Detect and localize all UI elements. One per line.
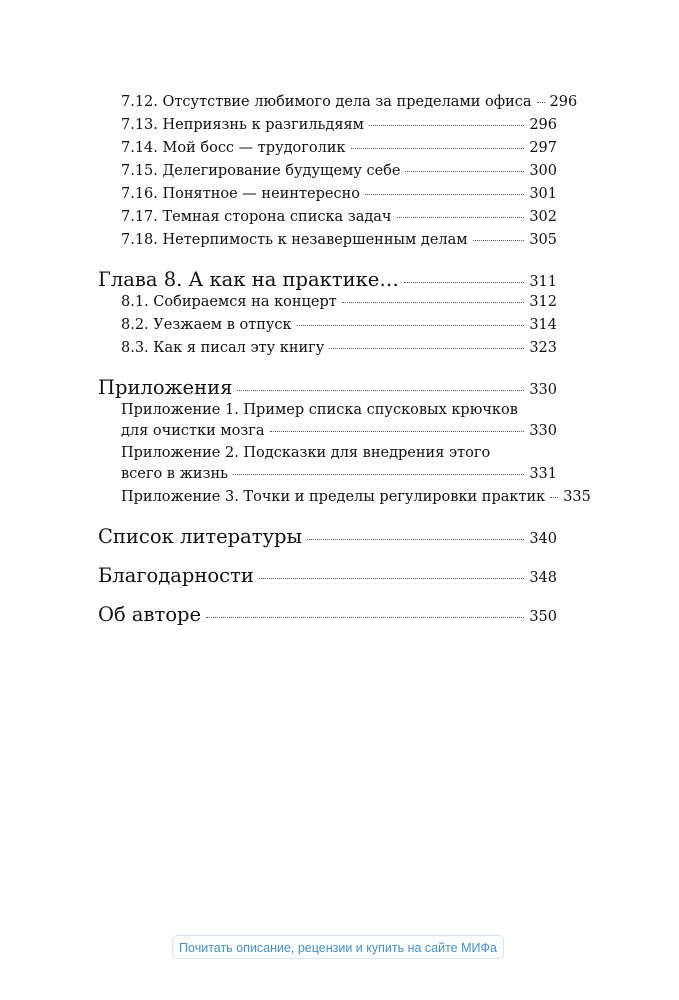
toc-bibliography — [98, 525, 557, 548]
toc-appendix-2 — [121, 466, 557, 482]
toc-entry-page: 331 — [529, 466, 557, 482]
dot-leader — [351, 148, 525, 149]
toc-entry-page: 297 — [529, 140, 557, 156]
toc-chapter-title: Приложения — [98, 376, 233, 399]
dot-leader — [329, 348, 524, 349]
toc-entry-8-1 — [121, 294, 557, 310]
dot-leader — [473, 240, 525, 241]
toc-chapter-8 — [98, 268, 557, 291]
toc-entry-page: 330 — [529, 423, 557, 439]
toc-entry-7-15 — [121, 163, 557, 179]
toc-chapter-page: 350 — [529, 609, 557, 625]
toc-chapter-page: 311 — [529, 274, 557, 290]
dot-leader — [233, 474, 524, 475]
toc-entry-page: 300 — [529, 163, 557, 179]
toc-entry-page: 301 — [529, 186, 557, 202]
toc-entry-page: 302 — [529, 209, 557, 225]
toc-entry-title: 7.18. Нетерпимость к незавершенным делам — [121, 232, 468, 248]
toc-acknowledgements — [98, 564, 557, 587]
dot-leader — [297, 325, 525, 326]
publisher-site-link[interactable]: Почитать описание, рецензии и купить на сайте МИФа — [172, 935, 504, 959]
toc-entry-title: 7.12. Отсутствие любимого дела за пределами офиса — [121, 94, 532, 110]
toc-chapter-title: Благодарности — [98, 564, 254, 587]
toc-entry-7-16 — [121, 186, 557, 202]
toc-entry-title: всего в жизнь — [121, 466, 229, 482]
toc-appendix-3 — [121, 489, 591, 505]
toc-entry-page: 305 — [529, 232, 557, 248]
dot-leader — [405, 171, 524, 172]
toc-chapter-title: Об авторе — [98, 603, 202, 626]
dot-leader — [307, 539, 524, 540]
dot-leader — [369, 125, 524, 126]
toc-entry-page: 296 — [529, 117, 557, 133]
dot-leader — [259, 578, 524, 579]
toc-entry-title: 7.15. Делегирование будущему себе — [121, 163, 401, 179]
toc-appendix-2-line1: Приложение 2. Подсказки для внедрения этого — [121, 445, 491, 461]
toc-entry-7-17 — [121, 209, 557, 225]
toc-entry-title: 8.2. Уезжаем в отпуск — [121, 317, 292, 333]
toc-entry-title: 7.13. Неприязнь к разгильдяям — [121, 117, 364, 133]
toc-entry-title: 7.17. Темная сторона списка задач — [121, 209, 392, 225]
toc-entry-7-18 — [121, 232, 557, 248]
toc-entry-title: 7.16. Понятное — неинтересно — [121, 186, 360, 202]
toc-entry-8-3 — [121, 340, 557, 356]
toc-chapter-page: 348 — [529, 570, 557, 586]
dot-leader — [206, 617, 524, 618]
toc-appendix-1 — [121, 423, 557, 439]
dot-leader — [270, 431, 525, 432]
toc-entry-8-2 — [121, 317, 557, 333]
toc-entry-title: для очистки мозга — [121, 423, 265, 439]
dot-leader — [365, 194, 524, 195]
toc-appendices — [98, 376, 557, 399]
toc-entry-7-14 — [121, 140, 557, 156]
toc-entry-title: Приложение 3. Точки и пределы регулировки практик — [121, 489, 546, 505]
toc-appendix-1-line1: Приложение 1. Пример списка спусковых крючков — [121, 402, 518, 418]
toc-entry-title: 8.3. Как я писал эту книгу — [121, 340, 325, 356]
dot-leader — [404, 282, 524, 283]
dot-leader — [397, 217, 525, 218]
dot-leader — [342, 302, 525, 303]
dot-leader — [550, 497, 558, 498]
toc-entry-7-12 — [121, 94, 578, 110]
dot-leader — [237, 390, 524, 391]
toc-entry-7-13 — [121, 117, 557, 133]
toc-chapter-page: 340 — [529, 531, 557, 547]
toc-entry-page: 314 — [529, 317, 557, 333]
toc-chapter-page: 330 — [529, 382, 557, 398]
toc-entry-page: 323 — [529, 340, 557, 356]
toc-entry-page: 312 — [529, 294, 557, 310]
toc-entry-page: 335 — [563, 489, 591, 505]
toc-chapter-title: Глава 8. А как на практике… — [98, 268, 399, 291]
toc-entry-title: 8.1. Собираемся на концерт — [121, 294, 337, 310]
dot-leader — [537, 102, 545, 103]
toc-entry-title: 7.14. Мой босс — трудоголик — [121, 140, 346, 156]
toc-chapter-title: Список литературы — [98, 525, 303, 548]
toc-entry-page: 296 — [549, 94, 578, 110]
toc-about-author — [98, 603, 557, 626]
